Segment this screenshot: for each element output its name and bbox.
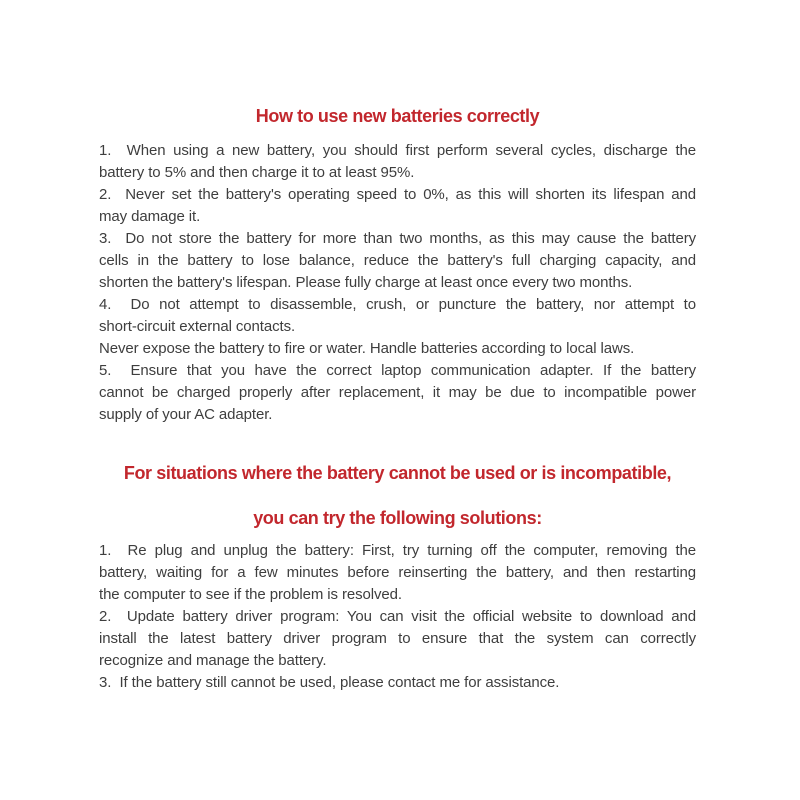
solutions-heading-line2: you can try the following solutions: — [253, 508, 542, 528]
text-line: 2. Never set the battery's operating speed to 0%, as this will shorten its lifespan and — [99, 186, 696, 203]
text-line: shorten the battery's lifespan. Please fully charge at least once every two months. — [99, 274, 633, 291]
text-line: short-circuit external contacts. — [99, 318, 296, 335]
paragraph — [99, 228, 696, 294]
text-line: battery to 5% and then charge it to at least 95%. — [99, 164, 415, 181]
instructions-section — [99, 140, 696, 426]
text-line: 2. Update battery driver program: You can visit the official website to download and — [99, 608, 696, 625]
paragraph — [99, 360, 696, 426]
text-line: cannot be charged properly after replacement, it may be due to incompatible power — [99, 384, 696, 401]
paragraph — [99, 540, 696, 606]
text-line: 5. Ensure that you have the correct laptop communication adapter. If the battery — [99, 362, 696, 379]
paragraph — [99, 184, 696, 228]
solutions-heading — [99, 461, 696, 530]
paragraph — [99, 672, 696, 694]
document-title: How to use new batteries correctly — [255, 106, 540, 126]
paragraph — [99, 338, 696, 360]
text-line: battery, waiting for a few minutes before reinserting the battery, and then restarting — [99, 564, 696, 581]
paragraph — [99, 606, 696, 672]
text-line: Never expose the battery to fire or water. Handle batteries according to local laws. — [99, 340, 635, 357]
text-line: 4. Do not attempt to disassemble, crush, or puncture the battery, nor attempt to — [99, 296, 696, 313]
solutions-heading-line1: For situations where the battery cannot be used or is incompatible, — [123, 463, 672, 483]
text-line: supply of your AC adapter. — [99, 406, 273, 423]
text-line: the computer to see if the problem is resolved. — [99, 586, 402, 603]
text-line: may damage it. — [99, 208, 201, 225]
text-line: 3. Do not store the battery for more than two months, as this may cause the battery — [99, 230, 696, 247]
text-line: cells in the battery to lose balance, reduce the battery's full charging capacity, and — [99, 252, 696, 269]
text-line: 3. If the battery still cannot be used, please contact me for assistance. — [99, 674, 560, 691]
paragraph — [99, 140, 696, 184]
text-line: install the latest battery driver program to ensure that the system can correctly — [99, 630, 696, 647]
text-line: 1. When using a new battery, you should first perform several cycles, discharge the — [99, 142, 696, 159]
text-line: recognize and manage the battery. — [99, 652, 327, 669]
solutions-section — [99, 540, 696, 694]
paragraph — [99, 294, 696, 338]
text-line: 1. Re plug and unplug the battery: First, try turning off the computer, removing the — [99, 542, 696, 559]
